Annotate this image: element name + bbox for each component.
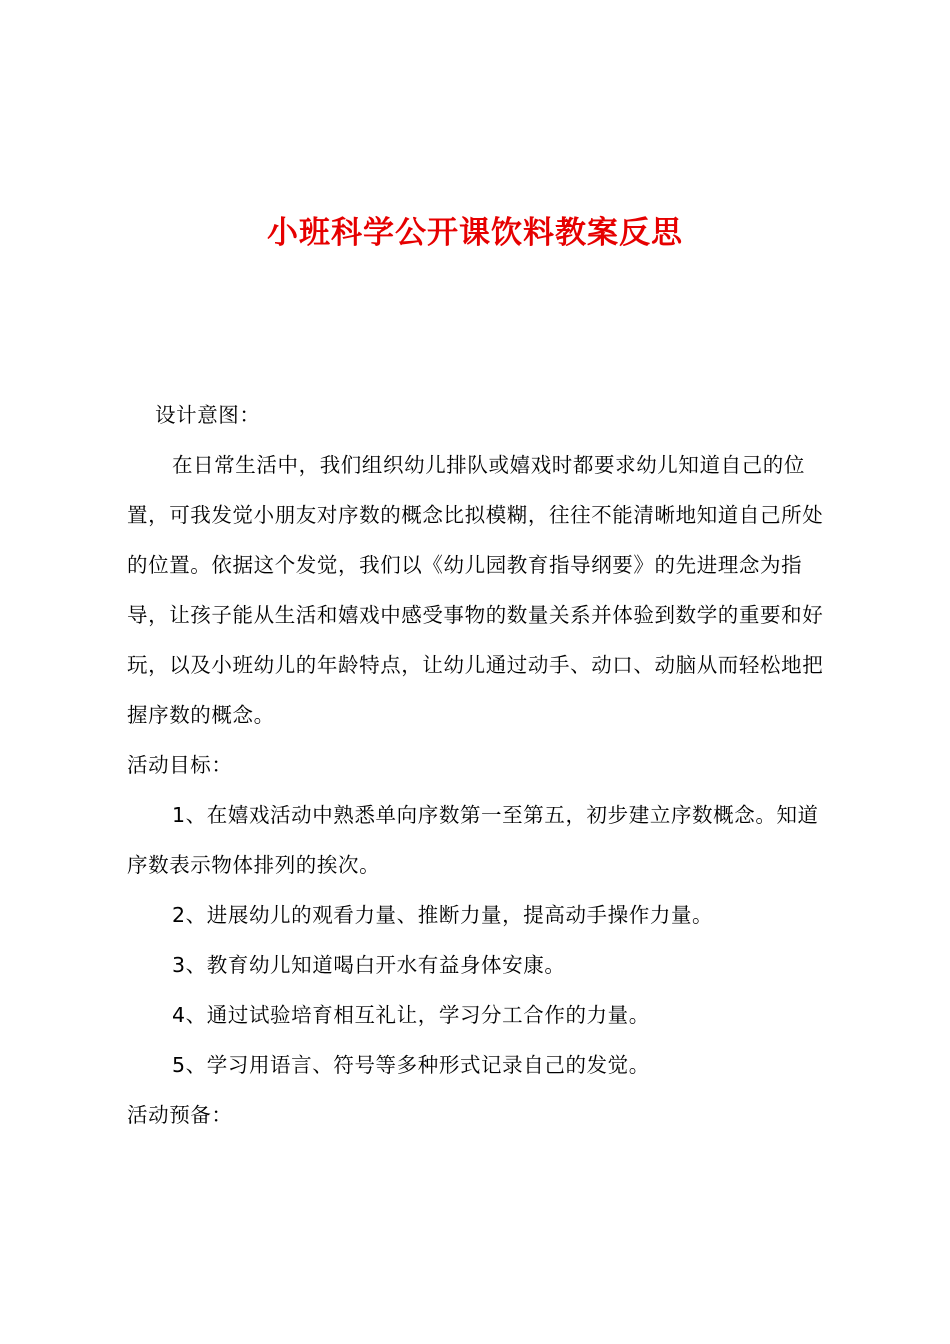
goal-item: 5、学习用语言、符号等多种形式记录自己的发觉。 — [172, 1053, 650, 1077]
goals-heading: 活动目标： — [127, 753, 233, 777]
goal-item: 3、教育幼儿知道喝白开水有益身体安康。 — [172, 953, 566, 977]
document-body — [127, 390, 831, 1140]
design-paragraph: 在日常生活中，我们组织幼儿排队或嬉戏时都要求幼儿知道自己的位置，可我发觉小朋友对序数的概念比拟模糊，往往不能清晰地知道自己所处的位置。依据这个发觉，我们以《幼儿园教育指导纲要》的先进理念为指导，让孩子能从生活和嬉戏中感受事物的数量关系并体验到数学的重要和好玩，以及小班幼儿的年龄特点，让幼儿通过动手、动口、动脑从而轻松地把握序数的概念。 — [127, 453, 824, 727]
goal-item: 4、通过试验培育相互礼让，学习分工合作的力量。 — [172, 1003, 650, 1027]
prep-heading: 活动预备： — [127, 1103, 233, 1127]
goal-item: 2、进展幼儿的观看力量、推断力量，提高动手操作力量。 — [172, 903, 714, 927]
goal-item: 1、在嬉戏活动中熟悉单向序数第一至第五，初步建立序数概念。知道序数表示物体排列的挨次。 — [127, 803, 819, 877]
design-heading: 设计意图： — [155, 403, 261, 427]
document-title: 小班科学公开课饮料教案反思 — [267, 215, 683, 251]
